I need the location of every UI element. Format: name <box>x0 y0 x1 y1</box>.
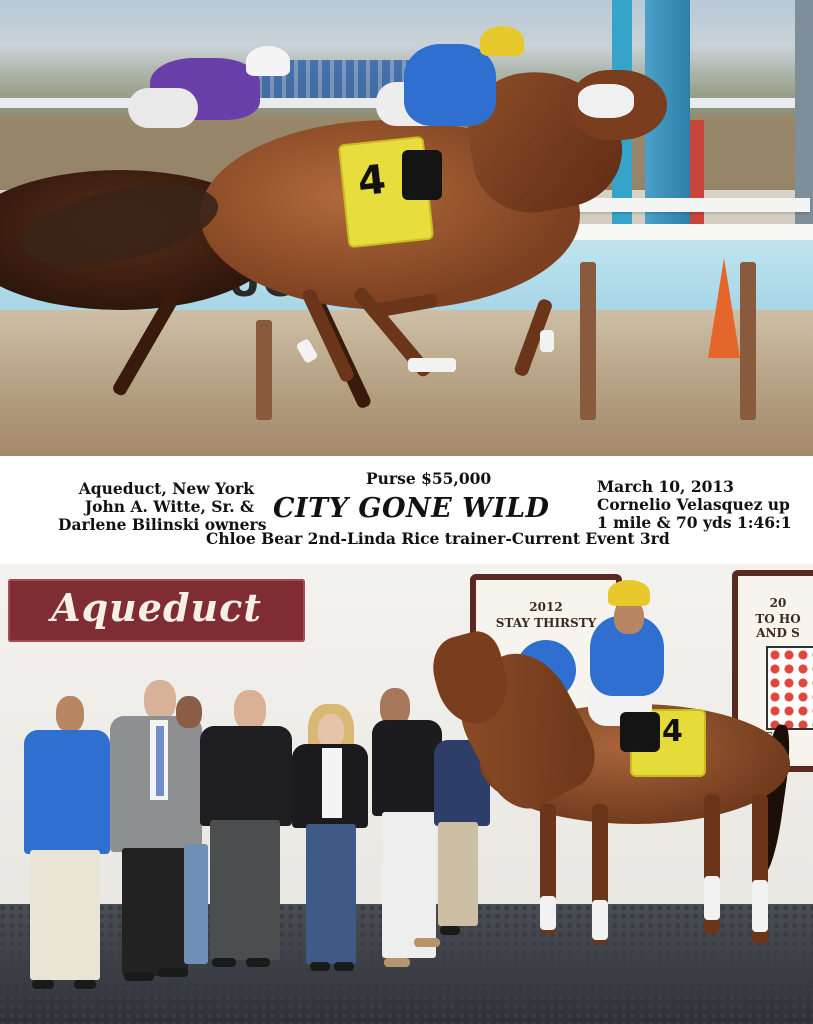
right-plaque-year: 20 <box>769 596 787 610</box>
caption-owner-1: John A. Witte, Sr. & <box>84 497 254 516</box>
blinkers-hood <box>578 84 634 118</box>
white-sock <box>540 896 556 930</box>
caption-left-block <box>58 479 267 534</box>
right-plaque-line2: AND S <box>756 626 800 640</box>
plaque-year: 2012 <box>529 600 563 614</box>
white-sock <box>408 358 456 372</box>
winning-jockey <box>404 44 496 126</box>
rival-jockey-helmet <box>246 46 290 76</box>
caption-jockey: Cornelio Velasquez up <box>597 495 790 514</box>
rail-post <box>740 262 756 420</box>
race-finish-photo <box>0 0 813 456</box>
rail-post <box>256 320 272 420</box>
jockey-helmet <box>608 580 650 606</box>
winners-circle-photo <box>0 564 813 1024</box>
caption-owner-2: Darlene Bilinski owners <box>58 515 267 534</box>
white-sock <box>704 876 720 920</box>
right-plaque-line1: TO HO <box>755 612 801 626</box>
aqueduct-sign-text: Aqueduct <box>51 585 262 630</box>
caption-distance-time: 1 mile & 70 yds 1:46:1 <box>597 513 792 532</box>
gate-red-panel <box>690 120 704 230</box>
right-plaque-silks <box>766 646 813 730</box>
caption-right-block <box>597 478 792 532</box>
caption-track: Aqueduct, New York <box>78 479 254 498</box>
caption-purse: Purse $55,000 <box>366 469 492 488</box>
traffic-cone <box>708 258 740 358</box>
photo-caption <box>0 456 813 564</box>
rival-jockey-pants <box>128 88 198 128</box>
aqueduct-sign <box>8 579 305 642</box>
white-sock <box>592 900 608 940</box>
jockey-boot <box>402 150 442 200</box>
rail-post <box>580 262 596 420</box>
winning-jockey-helmet <box>480 26 524 56</box>
caption-placings: Chloe Bear 2nd-Linda Rice trainer-Current Event 3rd <box>206 529 670 548</box>
saddle-cloth-number: 4 <box>355 156 389 206</box>
white-sock <box>752 880 768 932</box>
plaque-horse-name: STAY THIRSTY <box>495 616 597 630</box>
white-sock <box>540 330 554 352</box>
jockey-boot <box>620 712 660 752</box>
saddle-cloth-number: 4 <box>662 714 683 749</box>
caption-horse-name: CITY GONE WILD <box>273 493 550 524</box>
caption-date: March 10, 2013 <box>597 477 734 496</box>
